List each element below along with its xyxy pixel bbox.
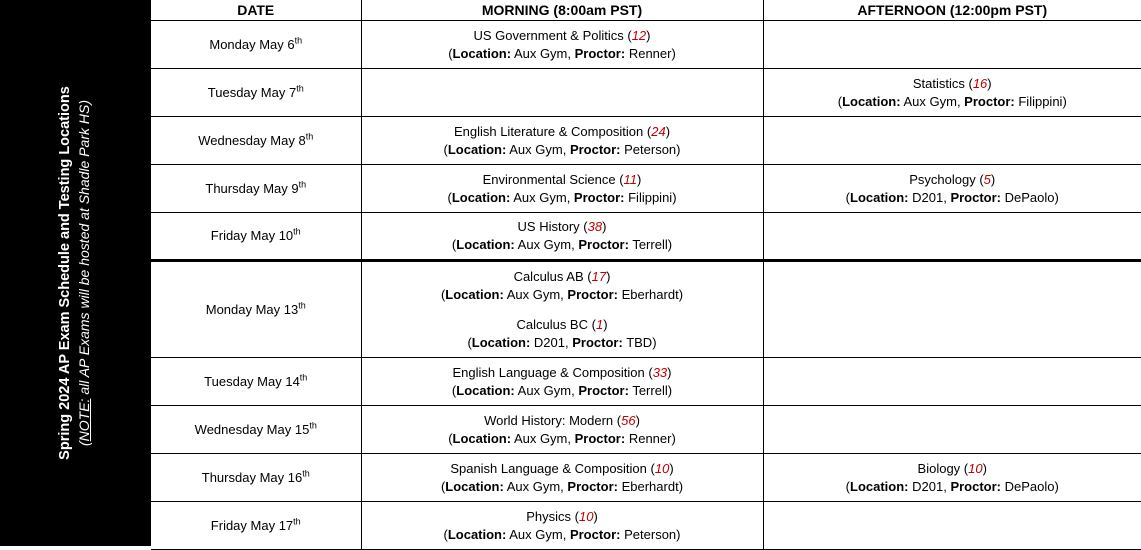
proctor-label: Proctor: <box>569 141 621 157</box>
exam-subject: Psychology <box>909 171 976 187</box>
exam-subject: Spanish Language & Composition <box>450 460 647 476</box>
table-row <box>151 358 1141 406</box>
exam-location: Aux Gym <box>517 237 572 252</box>
exam-proctor: DePaolo <box>1004 478 1055 494</box>
student-count: 17 <box>591 268 607 284</box>
exam-entry <box>366 316 759 352</box>
exam-subject: Biology <box>917 460 961 476</box>
exam-location: Aux Gym <box>513 189 567 205</box>
exam-subject-line: English Literature & Composition (24) <box>453 123 671 139</box>
exam-proctor: Filippini <box>1018 93 1063 109</box>
date-suffix: th <box>296 83 304 94</box>
exam-proctor: Renner <box>628 45 672 61</box>
date-text: Thursday May 9 <box>205 180 299 196</box>
date-cell <box>151 165 361 213</box>
date-text: Friday May 10 <box>210 228 294 243</box>
date-suffix: th <box>298 179 307 190</box>
date-suffix: th <box>293 226 301 237</box>
morning-cell <box>361 117 763 165</box>
afternoon-cell <box>763 454 1141 502</box>
student-count: 11 <box>623 171 638 187</box>
location-label: Location: <box>451 189 511 205</box>
exam-entry <box>768 171 1138 207</box>
afternoon-cell <box>763 69 1141 117</box>
location-label: Location: <box>452 430 512 446</box>
exam-proctor: Terrell <box>632 382 668 398</box>
exam-details-line: (Location: Aux Gym, Proctor: Renner) <box>448 430 676 446</box>
exam-proctor: Peterson <box>624 141 677 157</box>
location-label: Location: <box>456 382 515 398</box>
exam-subject: US Government & Politics <box>473 27 624 43</box>
location-label: Location: <box>456 237 515 252</box>
morning-cell <box>361 165 763 213</box>
exam-details-line: (Location: Aux Gym, Proctor: Renner) <box>448 45 676 61</box>
exam-proctor: TBD <box>626 334 653 350</box>
exam-subject: Environmental Science <box>482 171 616 187</box>
exam-location: D201 <box>912 478 944 494</box>
exam-proctor: Eberhardt <box>621 478 679 494</box>
date-cell <box>151 454 361 502</box>
date-cell <box>151 213 361 261</box>
proctor-label: Proctor: <box>574 430 626 446</box>
exam-subject-line: Psychology (5) <box>909 171 996 187</box>
location-label: Location: <box>850 189 909 205</box>
proctor-label: Proctor: <box>567 286 618 302</box>
proctor-label: Proctor: <box>578 237 629 252</box>
exam-details-line: (Location: Aux Gym, Proctor: Terrell) <box>451 237 673 252</box>
proctor-label: Proctor: <box>574 45 626 61</box>
exam-subject: Statistics <box>912 75 965 91</box>
location-label: Location: <box>850 478 909 494</box>
student-count: 33 <box>652 364 668 380</box>
exam-subject-line: Statistics (16) <box>912 75 992 91</box>
exam-entry <box>366 508 759 544</box>
exam-subject: English Language & Composition <box>452 364 645 380</box>
table-row <box>151 406 1141 454</box>
date-cell <box>151 358 361 406</box>
exam-details-line: (Location: D201, Proctor: DePaolo) <box>845 189 1059 205</box>
location-label: Location: <box>445 286 504 302</box>
date-cell <box>151 406 361 454</box>
exam-location: Aux Gym <box>506 286 561 302</box>
exam-location: Aux Gym <box>517 382 572 398</box>
exam-proctor: Renner <box>628 430 672 446</box>
morning-cell <box>361 213 763 261</box>
student-count: 38 <box>587 219 603 234</box>
exam-subject-line: Environmental Science (11) <box>482 171 642 187</box>
afternoon-cell <box>763 165 1141 213</box>
table-row <box>151 165 1141 213</box>
exam-location: Aux Gym <box>513 430 568 446</box>
student-count: 1 <box>595 316 604 332</box>
student-count: 10 <box>578 508 594 524</box>
table-row <box>151 21 1141 69</box>
morning-cell <box>361 69 763 117</box>
exam-entry <box>366 364 759 400</box>
exam-details-line: (Location: Aux Gym, Proctor: Filippini) <box>837 93 1067 109</box>
exam-location: Aux Gym <box>903 93 957 109</box>
table-row <box>151 502 1141 550</box>
location-note: (NOTE: all AP Exams will be hosted at Shadle Park HS) <box>76 100 92 446</box>
date-text: Wednesday May 8 <box>198 132 306 148</box>
sidebar-text <box>56 13 94 533</box>
location-label: Location: <box>445 478 504 494</box>
date-text: Tuesday May 7 <box>207 84 297 100</box>
date-text: Monday May 6 <box>209 36 295 52</box>
exam-entry <box>768 75 1138 111</box>
location-label: Location: <box>842 93 901 109</box>
exam-location: Aux Gym <box>506 478 561 494</box>
exam-location: D201 <box>912 189 944 205</box>
exam-subject-line: World History: Modern (56) <box>484 412 640 428</box>
exam-details-line: (Location: Aux Gym, Proctor: Peterson) <box>443 526 681 542</box>
exam-subject: Calculus AB <box>513 268 584 284</box>
exam-entry <box>366 412 759 448</box>
header-row <box>151 0 1141 21</box>
date-text: Wednesday May 15 <box>194 421 310 437</box>
exam-subject-line: US Government & Politics (12) <box>473 27 651 43</box>
exam-entry <box>366 171 759 207</box>
exam-entry <box>366 218 759 254</box>
exam-entry <box>366 460 759 496</box>
header-date: DATE <box>151 0 361 21</box>
exam-subject-line: Calculus BC (1) <box>516 316 608 332</box>
date-cell <box>151 21 361 69</box>
date-text: Tuesday May 14 <box>204 373 300 389</box>
exam-proctor: Eberhardt <box>621 286 679 302</box>
note-label: NOTE: <box>76 398 92 442</box>
date-suffix: th <box>305 131 314 142</box>
exam-entry <box>366 268 759 304</box>
student-count: 12 <box>631 27 647 43</box>
location-label: Location: <box>447 141 507 157</box>
table-row <box>151 117 1141 165</box>
table-row <box>151 454 1141 502</box>
exam-details-line: (Location: D201, Proctor: TBD) <box>467 334 657 350</box>
exam-subject-line: Physics (10) <box>526 508 598 524</box>
date-cell <box>151 69 361 117</box>
date-suffix: th <box>299 372 308 383</box>
table-row <box>151 213 1141 261</box>
date-text: Friday May 17 <box>210 517 294 533</box>
location-label: Location: <box>452 45 512 61</box>
exam-proctor: DePaolo <box>1004 189 1055 205</box>
date-text: Thursday May 16 <box>201 469 303 485</box>
proctor-label: Proctor: <box>573 189 625 205</box>
date-suffix: th <box>294 35 303 46</box>
proctor-label: Proctor: <box>572 334 623 350</box>
exam-subject-line: US History (38) <box>517 219 607 234</box>
location-label: Location: <box>447 526 507 542</box>
header-morning: MORNING (8:00am PST) <box>361 0 763 21</box>
exam-location: Aux Gym <box>513 45 568 61</box>
student-count: 16 <box>972 75 988 91</box>
afternoon-cell <box>763 261 1141 358</box>
afternoon-cell <box>763 21 1141 69</box>
exam-proctor: Peterson <box>624 526 677 542</box>
exam-location: D201 <box>533 334 565 350</box>
proctor-label: Proctor: <box>950 189 1001 205</box>
date-suffix: th <box>302 468 310 479</box>
afternoon-cell <box>763 213 1141 261</box>
exam-details-line: (Location: Aux Gym, Proctor: Filippini) <box>447 189 677 205</box>
morning-cell <box>361 261 763 358</box>
exam-location: Aux Gym <box>509 526 563 542</box>
proctor-label: Proctor: <box>964 93 1015 109</box>
exam-proctor: Terrell <box>632 237 668 252</box>
afternoon-cell <box>763 502 1141 550</box>
schedule-title: Spring 2024 AP Exam Schedule and Testing Locations <box>57 86 73 460</box>
date-cell <box>151 502 361 550</box>
student-count: 56 <box>621 412 636 428</box>
exam-details-line: (Location: Aux Gym, Proctor: Eberhardt) <box>440 286 684 302</box>
afternoon-cell <box>763 358 1141 406</box>
exam-subject: English Literature & Composition <box>453 123 644 139</box>
date-cell <box>151 117 361 165</box>
afternoon-cell <box>763 117 1141 165</box>
exam-entry <box>366 123 759 159</box>
student-count: 5 <box>983 171 991 187</box>
exam-subject: Calculus BC <box>516 316 588 332</box>
exam-entry <box>768 460 1138 496</box>
exam-details-line: (Location: D201, Proctor: DePaolo) <box>845 478 1059 494</box>
morning-cell <box>361 406 763 454</box>
exam-entry <box>366 27 759 63</box>
date-cell <box>151 261 361 358</box>
exam-subject: Physics <box>526 508 572 524</box>
morning-cell <box>361 21 763 69</box>
exam-location: Aux Gym <box>509 141 563 157</box>
table-row <box>151 261 1141 358</box>
sidebar <box>0 0 151 546</box>
afternoon-cell <box>763 406 1141 454</box>
header-afternoon: AFTERNOON (12:00pm PST) <box>763 0 1141 21</box>
table-row <box>151 69 1141 117</box>
exam-subject-line: Biology (10) <box>917 460 987 476</box>
date-suffix: th <box>309 420 317 431</box>
date-suffix: th <box>298 300 306 311</box>
exam-subject-line: Spanish Language & Composition (10) <box>450 460 674 476</box>
exam-subject-line: Calculus AB (17) <box>513 268 611 284</box>
student-count: 24 <box>651 123 666 139</box>
proctor-label: Proctor: <box>578 382 629 398</box>
exam-proctor: Filippini <box>628 189 673 205</box>
exam-details-line: (Location: Aux Gym, Proctor: Eberhardt) <box>440 478 684 494</box>
exam-details-line: (Location: Aux Gym, Proctor: Peterson) <box>443 141 681 157</box>
student-count: 10 <box>968 460 983 476</box>
exam-details-line: (Location: Aux Gym, Proctor: Terrell) <box>451 382 673 398</box>
proctor-label: Proctor: <box>950 478 1001 494</box>
morning-cell <box>361 358 763 406</box>
morning-cell <box>361 454 763 502</box>
date-suffix: th <box>293 516 301 527</box>
proctor-label: Proctor: <box>567 478 618 494</box>
exam-schedule-table <box>151 0 1141 550</box>
student-count: 10 <box>654 460 670 476</box>
location-label: Location: <box>471 334 531 350</box>
exam-subject-line: English Language & Composition (33) <box>452 364 672 380</box>
morning-cell <box>361 502 763 550</box>
proctor-label: Proctor: <box>569 526 621 542</box>
exam-subject: World History: Modern <box>484 412 614 428</box>
date-text: Monday May 13 <box>205 301 299 317</box>
exam-subject: US History <box>517 219 580 234</box>
